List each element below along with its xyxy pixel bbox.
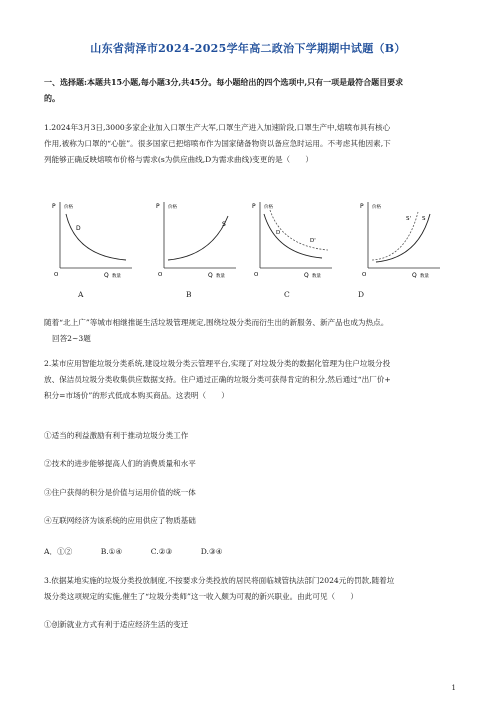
q2-option-c: C.②③ — [150, 547, 173, 556]
graph-c-p-label: P — [252, 203, 256, 210]
graph-c — [248, 196, 336, 280]
page-title: 山东省菏泽市2024-2025学年高二政治下学期期中试题（B） — [90, 42, 406, 55]
graph-d-curve-s-prime: S' — [406, 216, 412, 222]
section-heading-line1: 一、选择题:本题共15小题,每小题3分,共45分。每小题给出的四个选项中,只有一项是最符合题目要求 — [44, 77, 404, 87]
graph-b-curve-s: S — [222, 221, 226, 228]
question-2 — [44, 356, 456, 404]
q3-item-1: ①创新就业方式有利于适应经济生活的变迁 — [44, 620, 189, 629]
q2-line2: 放、保洁员垃圾分类收集供应数据支持。住户通过正确的垃圾分类可获得肯定的积分,然后通过“出厂价+ — [44, 375, 391, 384]
question-3 — [44, 573, 456, 605]
intro-line1: 随着“北上广”等城市相继推诞生活垃圾管理规定,围绕垃圾分类而衍生出的新服务、新产品也成为热点。 — [44, 318, 389, 327]
graph-a — [48, 196, 136, 280]
graph-c-curve-d: D — [276, 230, 281, 236]
q2-item-2: ②技术的进步能够提高人们的消费质量和水平 — [44, 459, 196, 468]
q1-line3: 列能够正确反映熔喷布价格与需求(s为供应曲线,D为需求曲线)变更的是（ ） — [44, 155, 313, 164]
graph-c-origin: O — [254, 272, 259, 278]
intro-line2: 回答2~3题 — [52, 334, 91, 343]
graph-b-q-unit: 数量 — [216, 274, 225, 279]
q2-line1: 2.某市应用智能垃圾分类系统,建设垃圾分类云管理平台,实现了对垃圾分类的数据化管理为住户垃圾分投 — [44, 359, 391, 368]
graph-a-p-unit: 价格 — [64, 205, 73, 210]
graph-c-q-unit: 数量 — [312, 274, 321, 279]
q2-options — [44, 546, 249, 557]
intro-q2-q3 — [44, 315, 456, 347]
q3-line1: 3.依据某地实施的垃圾分类投放制度,不按要求分类投放的居民将面临城管执法部门2024元的罚款,随着垃 — [44, 576, 395, 585]
graph-d-p-label: P — [360, 203, 364, 210]
q1-graphs — [44, 196, 456, 286]
q2-item-1: ①适当的利益激励有利于推动垃圾分类工作 — [44, 431, 189, 440]
graph-label-d: D — [358, 290, 365, 299]
graph-a-p-label: P — [52, 203, 56, 210]
graph-c-curve-d-prime: D' — [310, 238, 316, 244]
q2-option-a: A．①② — [44, 547, 73, 556]
graph-a-curve-d: D — [76, 225, 81, 232]
graph-d-q-label: Q — [412, 272, 417, 279]
graph-c-p-unit: 价格 — [264, 205, 273, 210]
graph-label-a: A — [78, 290, 84, 299]
graph-d-curve-s: S — [422, 216, 426, 222]
graph-label-c: C — [284, 290, 290, 299]
q2-item-4: ④互联网经济为该系统的应用供应了物质基础 — [44, 516, 196, 525]
graph-b — [152, 196, 240, 280]
graph-a-q-unit: 数量 — [112, 274, 121, 279]
graph-c-q-label: Q — [304, 272, 309, 279]
q2-option-d: D.③④ — [200, 547, 223, 556]
graph-a-q-label: Q — [104, 272, 109, 279]
graph-d-q-unit: 数量 — [420, 274, 429, 279]
page-number: 1 — [451, 684, 456, 692]
graph-b-p-unit: 价格 — [168, 205, 177, 210]
section-heading-line2: 的。 — [44, 93, 60, 103]
graph-label-b: B — [186, 290, 192, 299]
graph-b-p-label: P — [156, 203, 160, 210]
q2-option-b: B.①④ — [100, 547, 123, 556]
q1-line1: 1.2024年3月3日,3000多家企业加入口罩生产大军,口罩生产进入加速阶段,口罩生产中,熔喷布具有核心 — [44, 123, 391, 132]
graph-d — [356, 196, 444, 280]
graph-b-q-label: Q — [208, 272, 213, 279]
graph-a-origin: O — [54, 272, 59, 278]
graph-d-p-unit: 价格 — [372, 205, 381, 210]
graph-d-origin: O — [362, 272, 367, 278]
q1-line2: 作用,被称为口罩的“心脏”。很多国家已把熔喷布作为国家储备物资以备应急时运用。不考虑其他因素,下 — [44, 139, 391, 148]
graph-b-origin: O — [158, 272, 163, 278]
section-heading — [44, 74, 456, 106]
q3-line2: 圾分类这项规定的实施,催生了“垃圾分类师”这一收入颇为可观的新兴职业。由此可见（ ） — [44, 592, 358, 601]
q2-line3: 积分=市场价”的形式低成本购买商品。这表明（ ） — [44, 391, 229, 400]
question-1 — [44, 120, 456, 168]
q2-item-3: ③住户获得的积分是价值与运用价值的统一体 — [44, 488, 196, 497]
